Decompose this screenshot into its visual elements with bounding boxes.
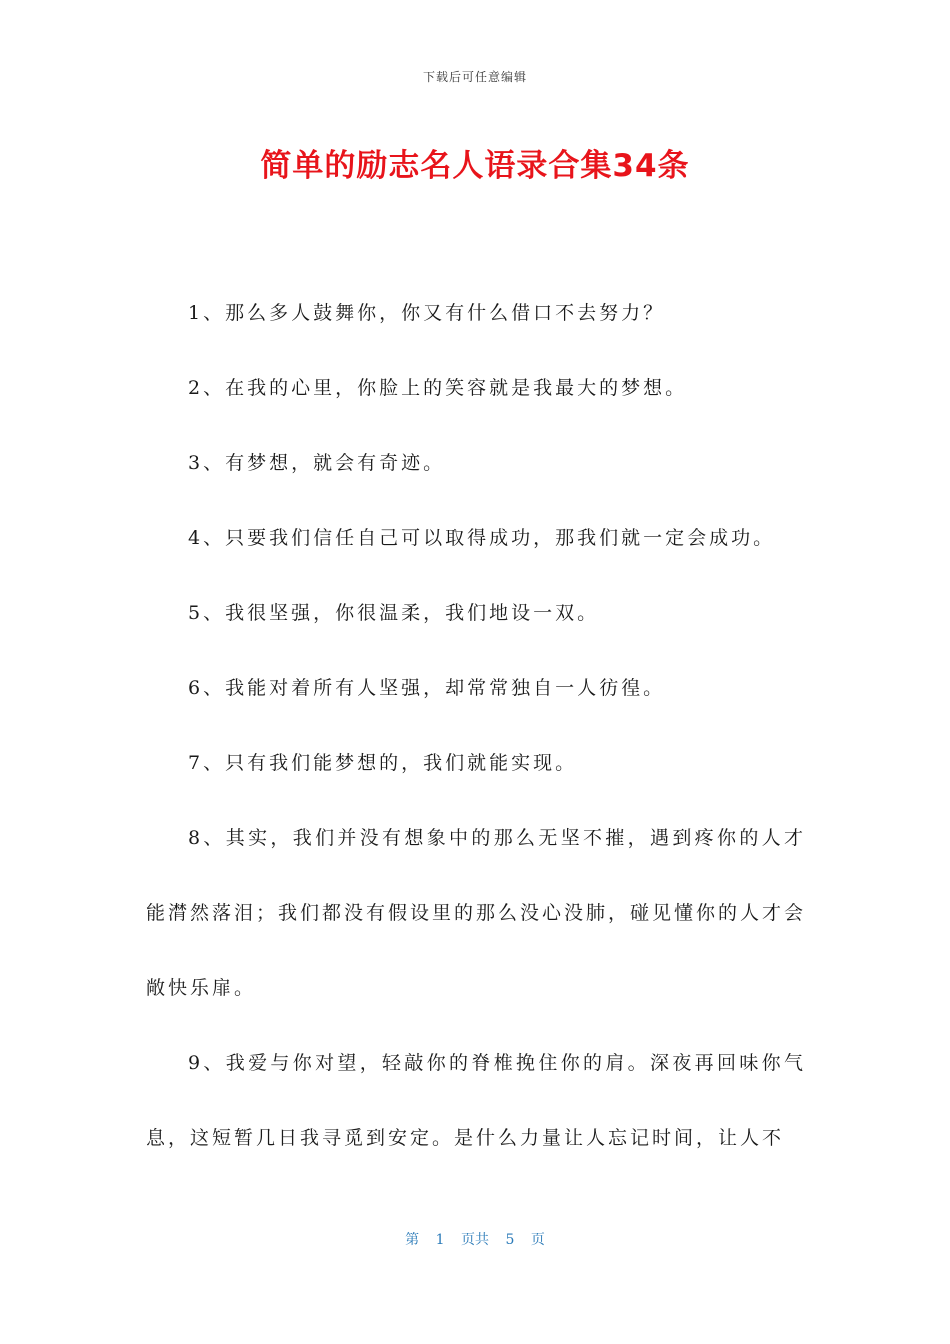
quote-paragraph-4: 4、只要我们信任自己可以取得成功，那我们就一定会成功。 xyxy=(188,527,776,549)
quote-paragraph-9: 9、我爱与你对望，轻敲你的脊椎挽住你的肩。深夜再回味你气息，这短暂几日我寻觅到安定。是什么力量让人忘记时间，让人不 xyxy=(146,1052,806,1149)
page-footer xyxy=(0,1229,950,1249)
header-note: 下载后可任意编辑 xyxy=(422,70,527,84)
quote-paragraph-7: 7、只有我们能梦想的，我们就能实现。 xyxy=(188,752,578,774)
quote-paragraph-5: 5、我很坚强，你很温柔，我们地设一双。 xyxy=(188,602,600,624)
quote-paragraph-1: 1、那么多人鼓舞你，你又有什么借口不去努力？ xyxy=(188,302,666,324)
document-title: 简单的励志名人语录合集34条 xyxy=(260,148,690,184)
quote-paragraph-3: 3、有梦想，就会有奇迹。 xyxy=(188,452,446,474)
document-body xyxy=(146,276,806,1176)
footer-suffix: 页 xyxy=(530,1232,545,1248)
footer-total-pages: 5 xyxy=(505,1232,515,1248)
footer-mid: 页共 xyxy=(461,1232,489,1248)
footer-current-page: 1 xyxy=(435,1232,445,1248)
quote-paragraph-6: 6、我能对着所有人坚强，却常常独自一人彷徨。 xyxy=(188,677,666,699)
quote-paragraph-2: 2、在我的心里，你脸上的笑容就是我最大的梦想。 xyxy=(188,377,688,399)
quote-paragraph-8: 8、其实，我们并没有想象中的那么无坚不摧，遇到疼你的人才能潸然落泪；我们都没有假设里的那么没心没肺，碰见懂你的人才会敞快乐扉。 xyxy=(146,827,807,999)
footer-prefix: 第 xyxy=(405,1232,420,1248)
